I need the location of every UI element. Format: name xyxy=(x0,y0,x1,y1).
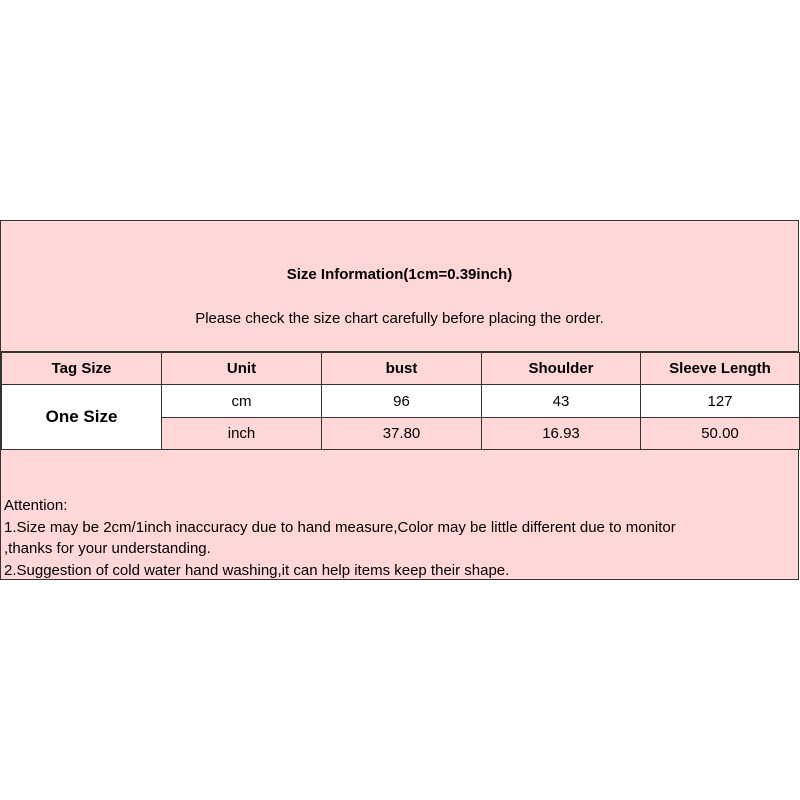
note-line: 2.Suggestion of cold water hand washing,it can help items keep their shape. xyxy=(4,561,510,579)
size-chart xyxy=(0,220,799,580)
table-header-row xyxy=(2,353,800,385)
notes-heading: Attention: xyxy=(4,497,68,514)
bust-cell: 37.80 xyxy=(322,418,482,450)
unit-cell: cm xyxy=(162,385,322,418)
note-line: 1.Size may be 2cm/1inch inaccuracy due to hand measure,Color may be little different due to monitor xyxy=(4,518,676,536)
column-header-bust: bust xyxy=(322,353,482,385)
attention-notes xyxy=(4,495,676,581)
unit-cell: inch xyxy=(162,418,322,450)
column-header-sleeve-length: Sleeve Length xyxy=(641,353,800,385)
bust-cell: 96 xyxy=(322,385,482,418)
shoulder-cell: 16.93 xyxy=(482,418,641,450)
column-header-tag-size: Tag Size xyxy=(2,353,162,385)
tag-size-cell: One Size xyxy=(2,385,162,450)
note-line: ,thanks for your understanding. xyxy=(4,540,211,557)
sleeve-length-cell: 127 xyxy=(641,385,800,418)
page-subtitle: Please check the size chart carefully before placing the order. xyxy=(195,310,604,327)
column-header-shoulder: Shoulder xyxy=(482,353,641,385)
size-table xyxy=(1,352,800,450)
shoulder-cell: 43 xyxy=(482,385,641,418)
sleeve-length-cell: 50.00 xyxy=(641,418,800,450)
page-title: Size Information(1cm=0.39inch) xyxy=(286,266,513,283)
size-chart-header xyxy=(1,221,798,352)
table-row xyxy=(2,385,800,418)
column-header-unit: Unit xyxy=(162,353,322,385)
